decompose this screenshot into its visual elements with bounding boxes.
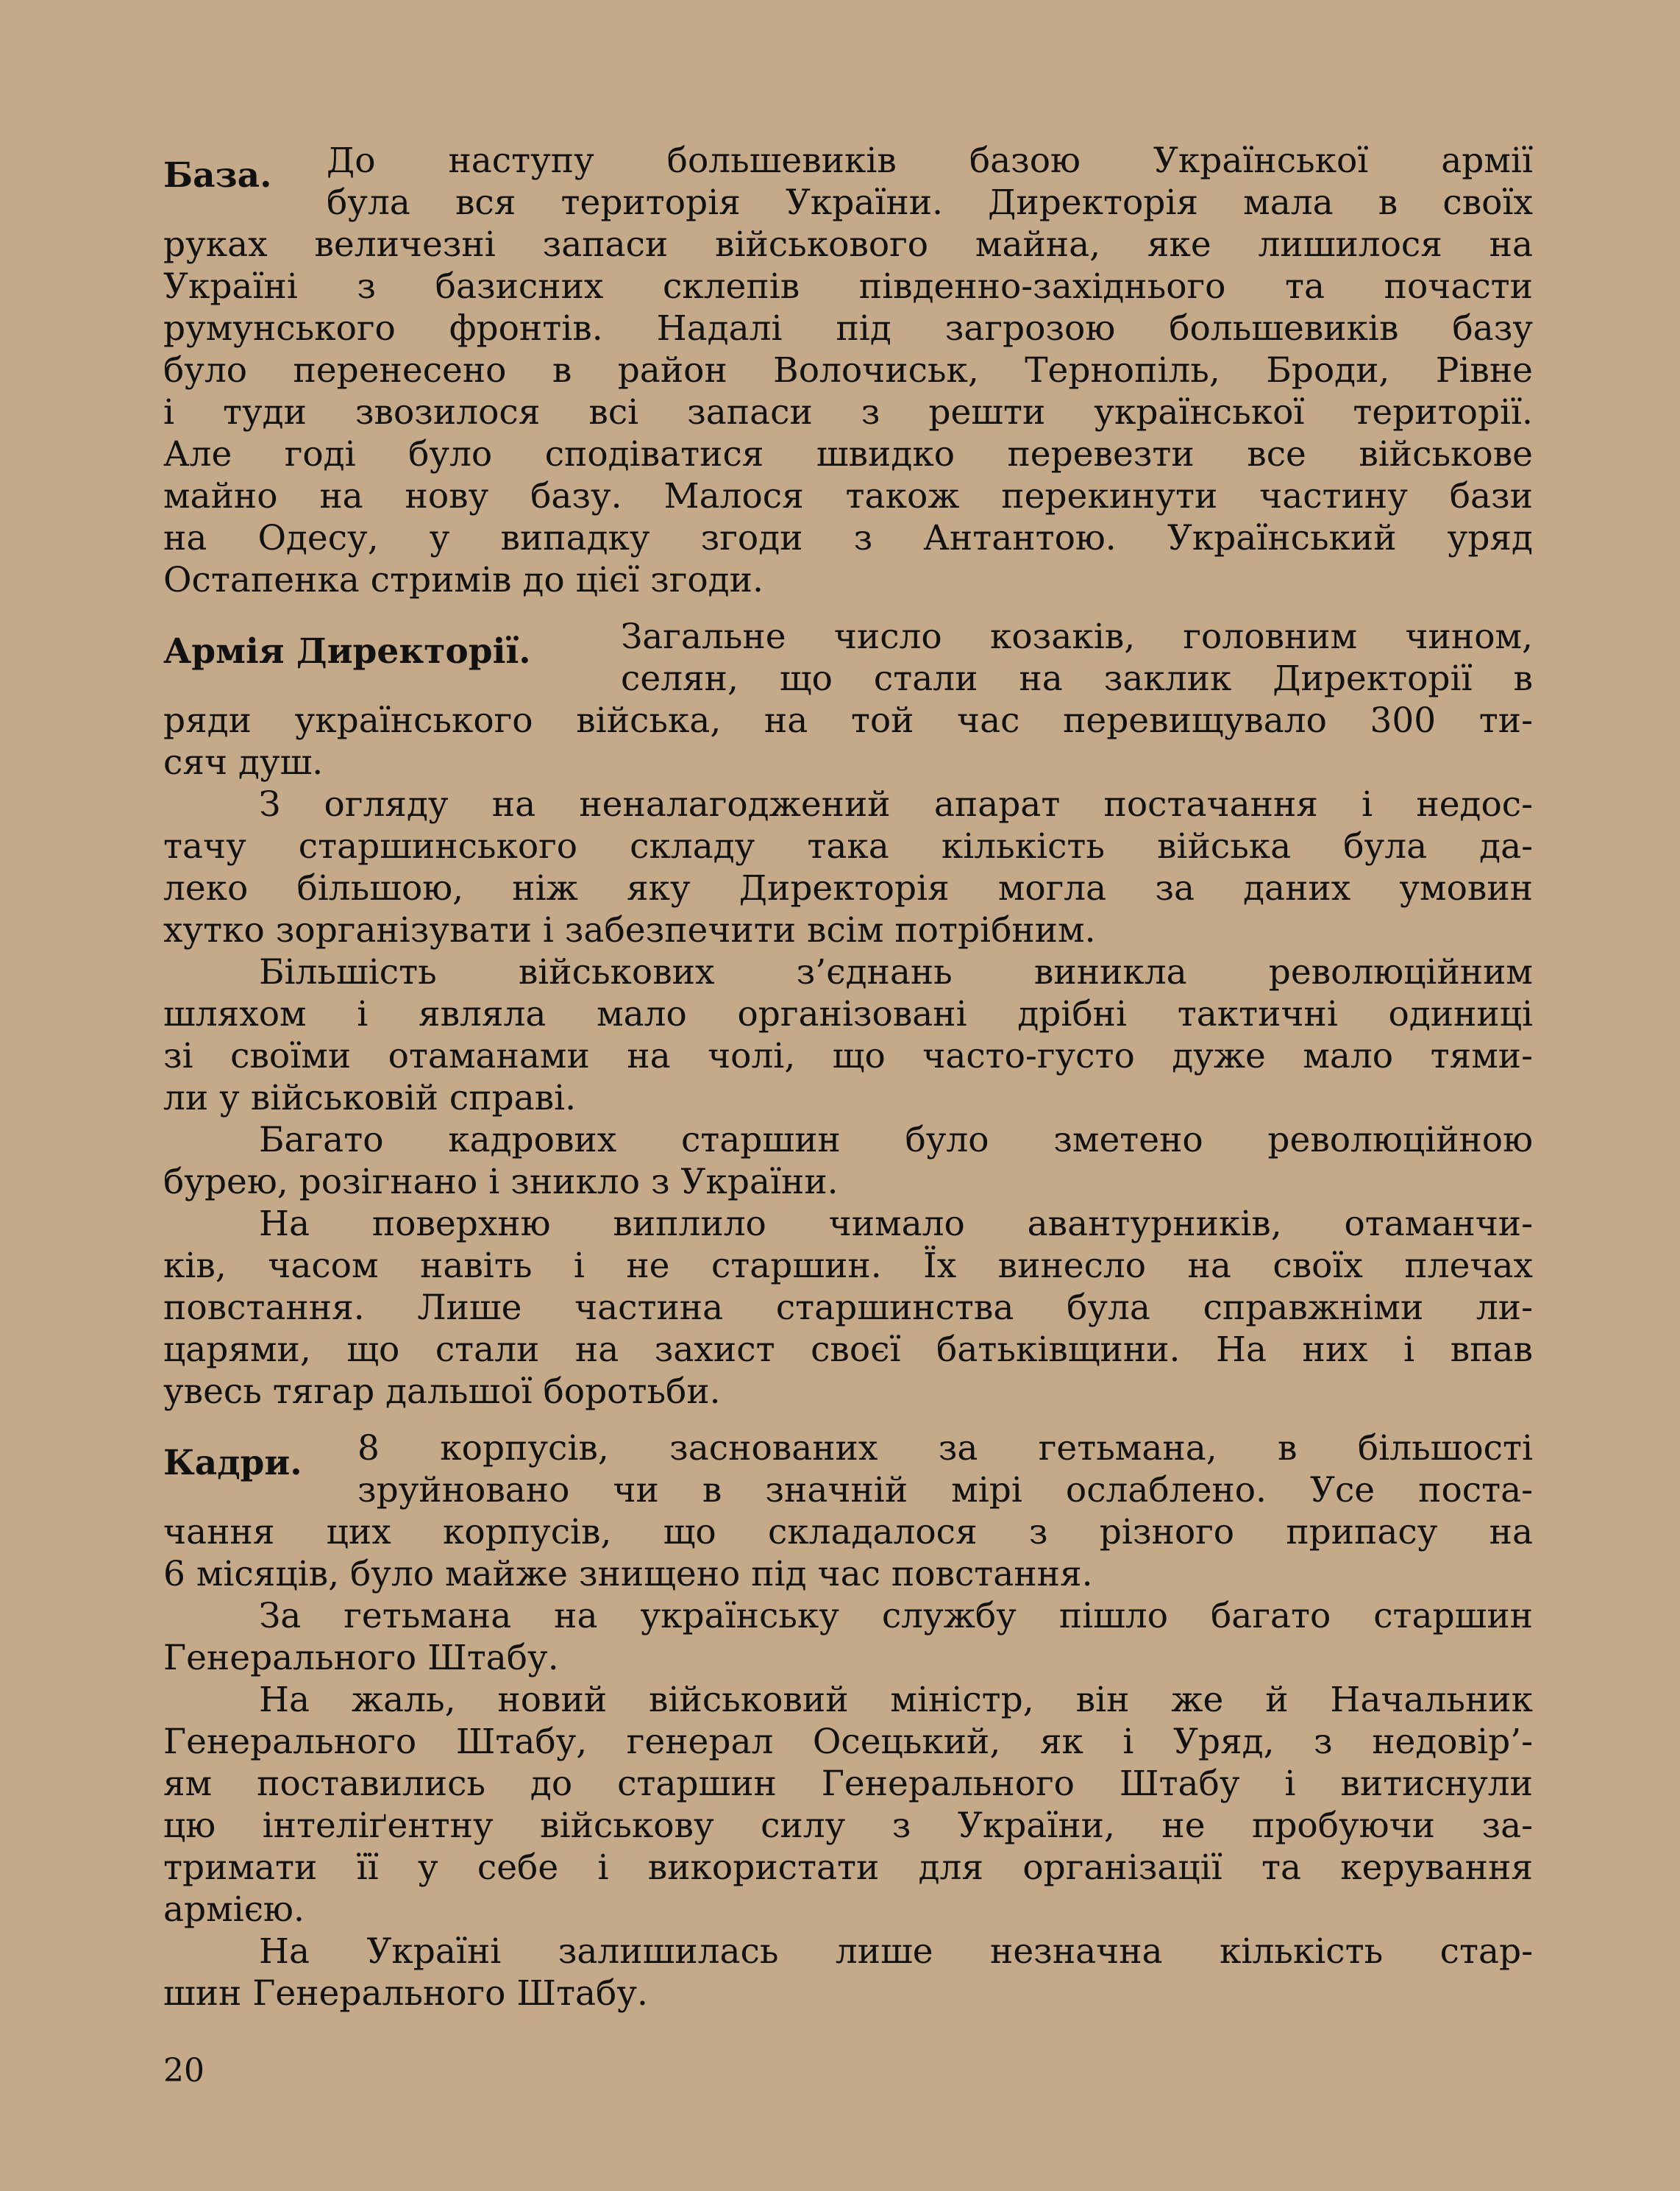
heading-run-in-text bbox=[327, 140, 1533, 224]
text-line: тачу старшинського складу така кількість війська була да- bbox=[163, 826, 1533, 867]
section-heading: База. bbox=[163, 155, 272, 196]
text-line: Загальне число козаків, головним чином, bbox=[621, 617, 1533, 657]
text-line: шляхом і являла мало організовані дрібні тактичні одиниці bbox=[163, 994, 1533, 1034]
text-line: шин Генерального Штабу. bbox=[163, 1973, 648, 2014]
text-line: На Україні залишилась лише незначна кількість стар- bbox=[259, 1931, 1533, 1972]
text-line: чання цих корпусів, що складалося з різного припасу на bbox=[163, 1512, 1533, 1552]
text-line: тримати її у себе і використати для організації та керування bbox=[163, 1847, 1533, 1888]
section-armiia-dyrektorii bbox=[163, 616, 1533, 1413]
section-baza bbox=[163, 140, 1533, 601]
text-line: бурею, розігнано і зникло з України. bbox=[163, 1162, 839, 1202]
text-line: зруйновано чи в значній мірі ослаблено. Усе поста- bbox=[357, 1470, 1533, 1510]
heading-run-in-text bbox=[357, 1427, 1533, 1511]
section-head bbox=[163, 1427, 1533, 1511]
text-line: зі своїми отаманами на чолі, що часто-густо дуже мало тями- bbox=[163, 1036, 1533, 1076]
text-line: руках величезні запаси військового майна, яке лишилося на bbox=[163, 224, 1533, 265]
text-line: Генерального Штабу. bbox=[163, 1638, 559, 1678]
text-line: ям поставились до старшин Генерального Штабу і витиснули bbox=[163, 1764, 1533, 1804]
text-line: На жаль, новий військовий міністр, він же й Начальник bbox=[259, 1680, 1533, 1720]
section-heading: Армія Директорії. bbox=[163, 631, 531, 672]
text-line: цю інтеліґентну військову силу з України, не пробуючи за- bbox=[163, 1805, 1533, 1846]
text-line: леко більшою, ніж яку Директорія могла за даних умовин bbox=[163, 868, 1533, 909]
section-kadry bbox=[163, 1427, 1533, 2014]
text-line: З огляду на неналагоджений апарат постачання і недос- bbox=[259, 784, 1533, 825]
text-line: Генерального Штабу, генерал Осецький, як і Уряд, з недовір’- bbox=[163, 1722, 1533, 1762]
text-line: Багато кадрових старшин було зметено революційною bbox=[259, 1120, 1533, 1160]
text-line: Більшість військових з’єднань виникла революційним bbox=[259, 952, 1533, 992]
text-line: На поверхню виплило чимало авантурників, отаманчи- bbox=[259, 1204, 1533, 1244]
text-line: сяч душ. bbox=[163, 742, 324, 783]
text-line: увесь тягар дальшої боротьби. bbox=[163, 1371, 721, 1412]
section-head bbox=[163, 140, 1533, 224]
text-line: селян, що стали на заклик Директорії в bbox=[621, 658, 1533, 699]
text-line: армією. bbox=[163, 1889, 305, 1930]
page-body bbox=[163, 140, 1533, 2014]
text-line: хутко зорганізувати і забезпечити всім потрібним. bbox=[163, 910, 1096, 951]
text-line: на Одесу, у випадку згоди з Антантою. Український уряд bbox=[163, 518, 1533, 558]
text-line: До наступу большевиків базою Української армії bbox=[327, 141, 1533, 181]
text-line: Україні з базисних склепів південно-західнього та почасти bbox=[163, 266, 1533, 307]
text-line: румунського фронтів. Надалі під загрозою большевиків базу bbox=[163, 308, 1533, 349]
text-line: було перенесено в район Волочиськ, Тернопіль, Броди, Рівне bbox=[163, 350, 1533, 391]
text-line: Остапенка стримів до цієї згоди. bbox=[163, 560, 764, 600]
text-line: ряди українського війська, на той час перевищувало 300 ти- bbox=[163, 700, 1533, 741]
text-line: майно на нову базу. Малося також перекинути частину бази bbox=[163, 476, 1533, 516]
text-line: За гетьмана на українську службу пішло багато старшин bbox=[259, 1596, 1533, 1636]
text-line: повстання. Лише частина старшинства була справжніми ли- bbox=[163, 1288, 1533, 1328]
text-line: була вся територія України. Директорія мала в своїх bbox=[327, 182, 1533, 223]
text-line: Але годі було сподіватися швидко перевезти все військове bbox=[163, 434, 1533, 475]
text-line: ків, часом навіть і не старшин. Їх винесло на своїх плечах bbox=[163, 1246, 1533, 1286]
text-line: 8 корпусів, заснованих за гетьмана, в більшості bbox=[357, 1428, 1533, 1469]
heading-run-in-text bbox=[621, 616, 1533, 700]
page-number: 20 bbox=[163, 2052, 204, 2089]
text-line: і туди звозилося всі запаси з решти української території. bbox=[163, 392, 1533, 433]
section-heading: Кадри. bbox=[163, 1443, 302, 1483]
text-line: царями, що стали на захист своєї батьківщини. На них і впав bbox=[163, 1329, 1533, 1370]
section-head bbox=[163, 616, 1533, 700]
text-line: 6 місяців, було майже знищено під час повстання. bbox=[163, 1554, 1093, 1594]
text-line: ли у військовій справі. bbox=[163, 1078, 577, 1118]
